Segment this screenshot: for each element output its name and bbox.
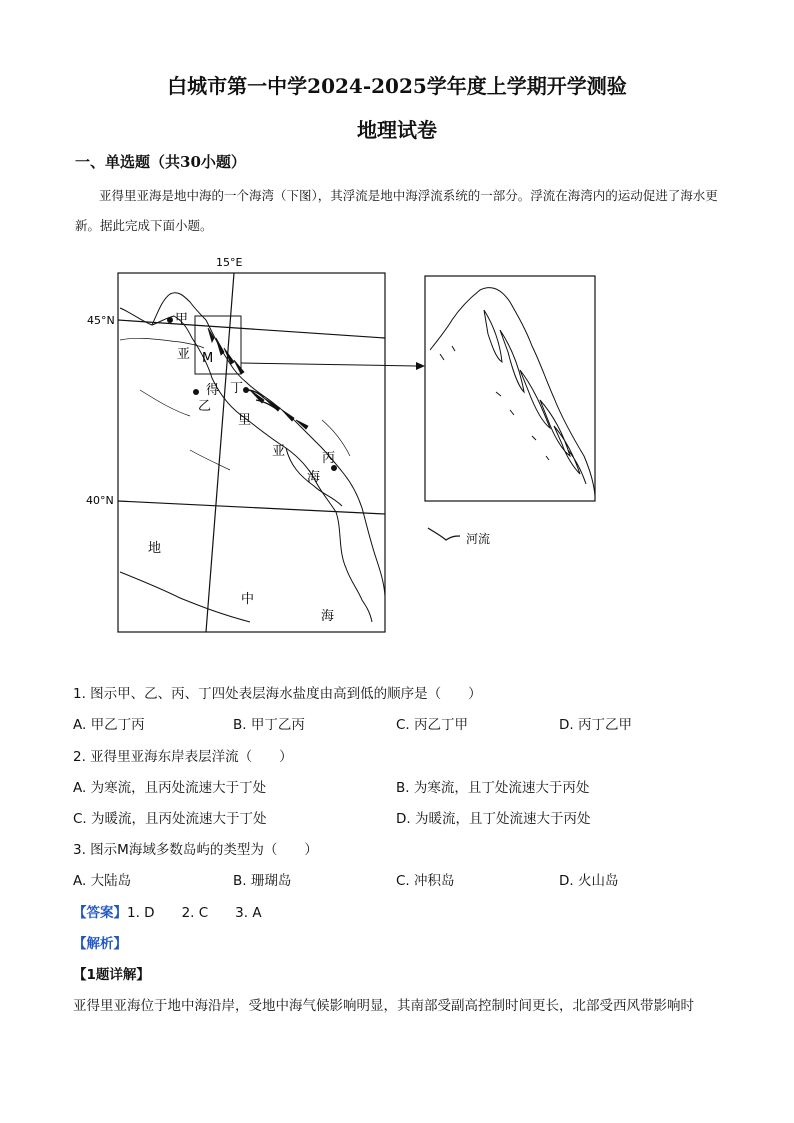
- sea-char-2: 得: [206, 383, 220, 398]
- question-2-option-a[interactable]: A. 为寒流，且丙处流速大于丁处: [73, 780, 267, 796]
- main-map-frame: [118, 273, 385, 632]
- inset-coastline: [430, 288, 595, 496]
- question-2-option-d[interactable]: D. 为暖流，且丁处流速大于丙处: [396, 811, 591, 827]
- river-po: [120, 338, 204, 348]
- question-1-option-a[interactable]: A. 甲乙丁丙: [73, 717, 145, 733]
- page-subtitle: 地理试卷: [357, 118, 437, 142]
- southern-coastline: [120, 572, 250, 622]
- label-yi: 乙: [198, 399, 212, 414]
- answer-label: 【答案】: [73, 905, 127, 921]
- question-3-option-d[interactable]: D. 火山岛: [559, 873, 619, 889]
- question-1-option-b[interactable]: B. 甲丁乙丙: [233, 717, 305, 733]
- sea-char-4: 亚: [272, 444, 286, 459]
- sea-char-5: 海: [307, 470, 321, 485]
- sea-char-3: 里: [238, 413, 252, 428]
- zoom-arrow-head: [416, 362, 425, 370]
- med-char-2: 中: [241, 592, 255, 607]
- point-yi-dot: [193, 389, 199, 395]
- legend-river-label: 河流: [466, 532, 491, 546]
- sea-char-1: 亚: [177, 347, 191, 362]
- river-italy-1: [140, 390, 190, 416]
- detail-label: 【1题详解】: [73, 967, 150, 983]
- label-m: M: [202, 351, 214, 366]
- latitude-45n-line: [118, 320, 385, 338]
- point-jia-dot: [167, 317, 173, 323]
- question-1-option-c[interactable]: C. 丙乙丁甲: [396, 717, 469, 733]
- med-char-1: 地: [148, 541, 162, 556]
- question-3-option-b[interactable]: B. 珊瑚岛: [233, 873, 292, 889]
- legend-river-icon: [428, 528, 460, 540]
- section-title: 一、单选题（共30小题）: [75, 153, 246, 171]
- adriatic-sea-map: [86, 250, 600, 640]
- analysis-label: 【解析】: [73, 936, 127, 952]
- question-2-option-c[interactable]: C. 为暖流，且丙处流速大于丁处: [73, 811, 267, 827]
- point-ding-dot: [243, 387, 249, 393]
- question-2-option-b[interactable]: B. 为寒流，且丁处流速大于丙处: [396, 780, 590, 796]
- label-40n: 40°N: [86, 494, 114, 507]
- question-3-stem: 3. 图示M海域多数岛屿的类型为（ ）: [73, 842, 318, 858]
- inset-small-islands: [440, 346, 549, 460]
- question-1-option-d[interactable]: D. 丙丁乙甲: [559, 717, 632, 733]
- label-45n: 45°N: [87, 314, 115, 327]
- inset-islands: [484, 310, 586, 484]
- river-italy-2: [190, 450, 230, 470]
- label-jia: 甲: [175, 312, 189, 327]
- section-intro: 亚得里亚海是地中海的一个海湾（下图），其浮流是地中海浮流系统的一部分。浮流在海湾内的运动促进了海水更新。据此完成下面小题。: [75, 188, 718, 233]
- med-char-3: 海: [321, 609, 335, 624]
- question-3-option-c[interactable]: C. 冲积岛: [396, 873, 455, 889]
- latitude-40n-line: [118, 501, 385, 514]
- analysis-text: 亚得里亚海位于地中海沿岸，受地中海气候影响明显，其南部受副高控制时间更长，北部受西风带影响时: [73, 998, 694, 1014]
- label-bing: 丙: [322, 451, 336, 466]
- question-3-option-a[interactable]: A. 大陆岛: [73, 873, 132, 889]
- label-ding: 丁: [230, 381, 244, 396]
- answer-values: 1. D 2. C 3. A: [127, 905, 262, 921]
- inset-map-frame: [425, 276, 595, 501]
- answer-line: [73, 901, 262, 921]
- zoom-connector-line: [241, 363, 416, 366]
- page-title: 白城市第一中学2024-2025学年度上学期开学测验: [167, 74, 627, 98]
- question-2-stem: 2. 亚得里亚海东岸表层洋流（ ）: [73, 749, 293, 765]
- label-15e: 15°E: [216, 256, 243, 269]
- question-1-stem: 1. 图示甲、乙、丙、丁四处表层海水盐度由高到低的顺序是（ ）: [73, 686, 482, 702]
